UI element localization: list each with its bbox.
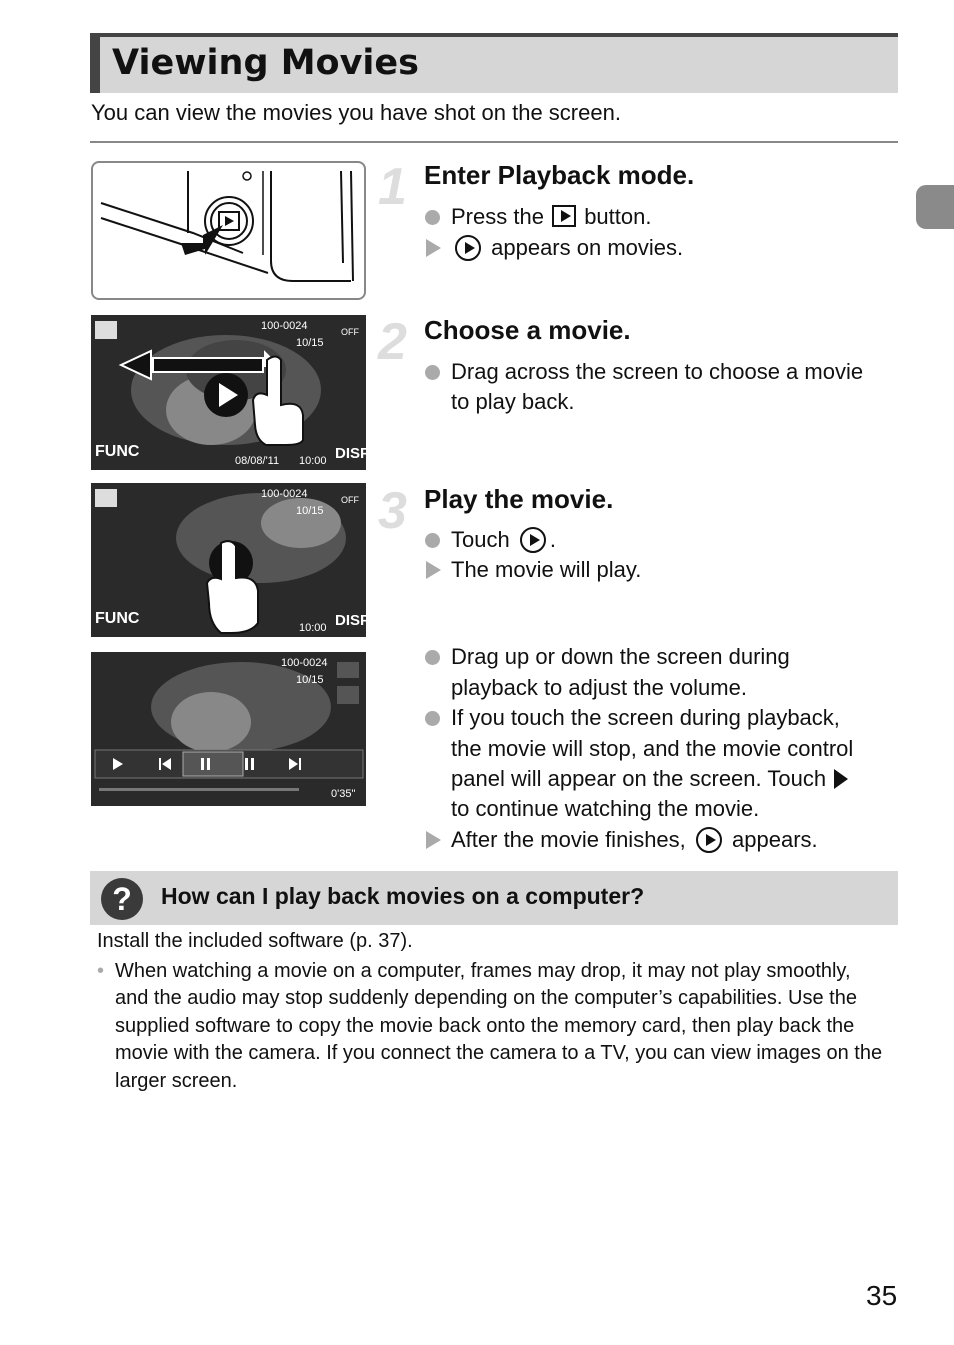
line-text: Drag across the screen to choose a movie (451, 359, 864, 384)
camera-playback-button-illustration (91, 161, 366, 300)
line-text: playback to adjust the volume. (451, 675, 747, 700)
step-heading: Enter Playback mode. (424, 160, 695, 190)
faq-bullet (97, 958, 887, 1095)
faq-answer: Install the included software (p. 37). (97, 930, 413, 952)
index-label: 10/15 (296, 337, 324, 349)
playback-button-icon (552, 205, 576, 227)
line-text: . (549, 527, 556, 552)
question-icon: ? (101, 878, 143, 920)
faq-question: How can I play back movies on a computer? (161, 883, 645, 909)
result-arrow-icon (426, 831, 441, 849)
line-text: If you touch the screen during playback, (451, 705, 840, 730)
bullet-marker (425, 365, 440, 380)
line-text: button. (584, 204, 652, 229)
title-accent (90, 37, 100, 93)
disp-label: DISP. (335, 612, 373, 629)
result-arrow-icon (426, 561, 441, 579)
faq-bullet-text: When watching a movie on a computer, frames may drop, it may not play smoothly, and the audio may stop suddenly depending on the computer’s capabilities. Use the supplied software to copy the movie back onto the memory card, then play back the movie with the camera. If you connect the camera to a TV, you can view images on the larger screen. (115, 960, 883, 1092)
page-title: Viewing Movies (112, 43, 419, 83)
movie-screen-drag-image (91, 315, 373, 470)
duration-label: 0'35" (331, 788, 356, 800)
index-label: 10/15 (296, 505, 324, 517)
disp-label: DISP. (335, 445, 373, 462)
line-text: appears. (732, 827, 818, 852)
counter-label: 100-0024 (261, 488, 308, 500)
bullet-marker (425, 650, 440, 665)
movie-screen-touch-image (91, 483, 373, 637)
result-arrow-icon (426, 239, 441, 257)
bullet-marker (425, 711, 440, 726)
line-text: panel will appear on the screen. Touch (451, 766, 827, 791)
play-circle-icon (696, 827, 722, 853)
faq-header (90, 871, 898, 925)
line-text: Touch (451, 527, 510, 552)
movie-control-panel-image (91, 652, 366, 806)
chapter-tab (916, 185, 954, 229)
index-label: 10/15 (296, 674, 324, 686)
date-label: 08/08/'11 (235, 455, 280, 467)
step-number: 3 (378, 482, 407, 540)
play-triangle-icon (834, 769, 848, 789)
play-circle-icon (455, 235, 481, 261)
line-text: Drag up or down the screen during (451, 644, 790, 669)
time-label: 10:00 (299, 455, 327, 467)
divider (90, 141, 898, 143)
line-text: After the movie finishes, (451, 827, 686, 852)
time-label: 10:00 (299, 622, 327, 634)
func-label: FUNC (95, 610, 140, 627)
page-number: 35 (866, 1280, 898, 1311)
bullet-dot: • (97, 960, 105, 982)
off-label: OFF (341, 495, 359, 505)
step-heading: Play the movie. (424, 484, 614, 514)
step-number: 2 (378, 313, 407, 371)
counter-label: 100-0024 (261, 320, 308, 332)
line-text: Press the (451, 204, 544, 229)
counter-label: 100-0024 (281, 657, 328, 669)
step-heading: Choose a movie. (424, 315, 631, 345)
line-text: to play back. (451, 389, 575, 414)
title-bar (90, 33, 898, 93)
off-label: OFF (341, 327, 359, 337)
line-text: The movie will play. (451, 557, 642, 582)
intro-text: You can view the movies you have shot on the screen. (91, 100, 621, 125)
bullet-marker (425, 533, 440, 548)
line-text: appears on movies. (491, 235, 684, 260)
line-text: the movie will stop, and the movie control (451, 736, 854, 761)
line-text: to continue watching the movie. (451, 796, 760, 821)
bullet-marker (425, 210, 440, 225)
play-circle-icon (520, 527, 546, 553)
func-label: FUNC (95, 443, 140, 460)
step-number: 1 (378, 158, 407, 216)
